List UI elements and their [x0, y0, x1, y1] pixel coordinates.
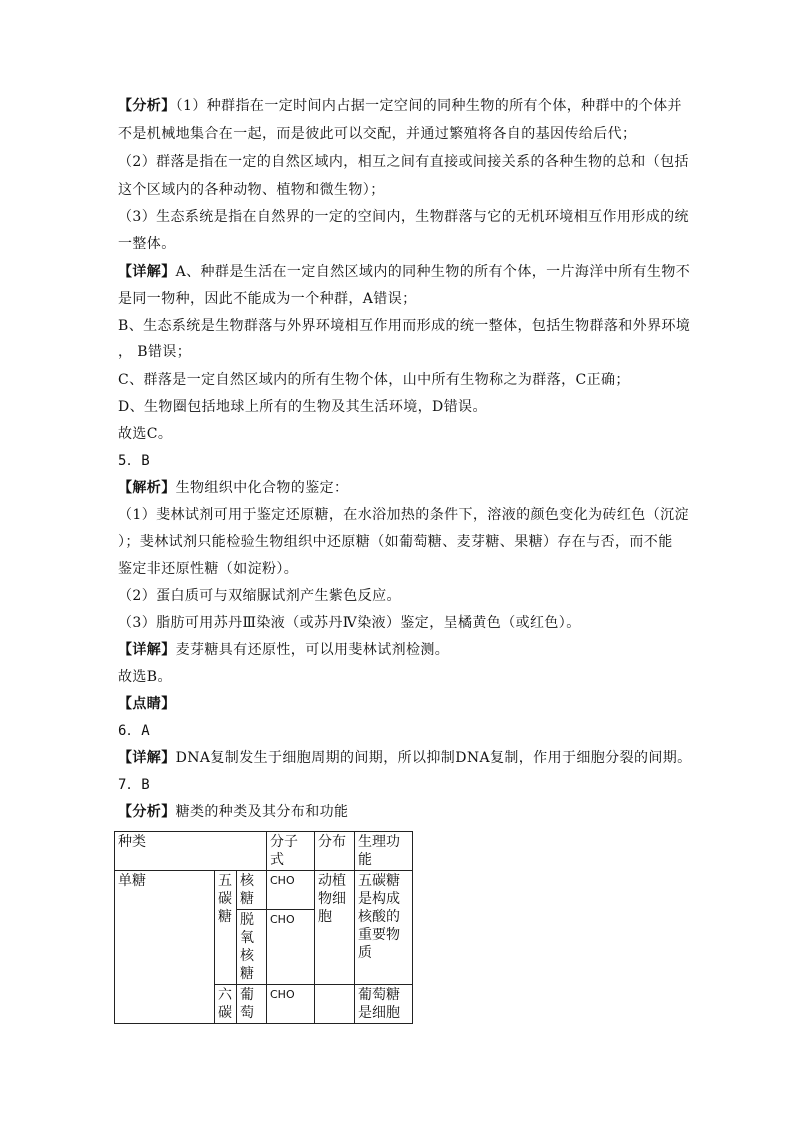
group-cell: 五碳糖 [215, 871, 237, 985]
text-line [118, 748, 692, 768]
question-number: 6．A [118, 723, 151, 739]
line-text: 故选C。 [118, 426, 173, 442]
function-cell: 葡萄糖是细胞 [355, 985, 413, 1024]
text-line [118, 613, 678, 633]
text-line [118, 316, 691, 336]
question-number: 5．B [118, 453, 151, 469]
text-line [118, 694, 678, 714]
text-line [118, 342, 678, 362]
text-line [118, 532, 678, 552]
text-line [118, 775, 678, 795]
text-line [118, 559, 678, 579]
text-line [118, 586, 678, 606]
text-line [118, 721, 678, 741]
line-text: A、种群是生活在一定自然区域内的同种生物的所有个体，一片海洋中所有生物不 [175, 264, 691, 280]
text-line [118, 289, 678, 309]
text-line [118, 397, 678, 417]
line-text: 生物组织中化合物的鉴定： [175, 480, 349, 496]
formula-cell: CHO [267, 910, 315, 985]
section-tag: 【解析】 [118, 480, 176, 496]
function-cell: 五碳糖是构成核酸的重要物质 [355, 871, 413, 985]
header-distribution: 分布 [315, 832, 355, 871]
table-row [115, 871, 413, 910]
section-tag: 【详解】 [118, 642, 176, 658]
text-line [118, 207, 689, 227]
line-text: DNA复制发生于细胞周期的间期，所以抑制DNA复制，作用于细胞分裂的间期。 [175, 750, 692, 766]
line-text: ）；斐林试剂只能检验生物组织中还原糖（如葡萄糖、麦芽糖、果糖）存在与否，而不能 [118, 534, 673, 550]
distribution-cell-continued [315, 985, 355, 1024]
line-text: 故选B。 [118, 669, 172, 685]
formula-cell: CHO [267, 871, 315, 910]
line-text: 是同一物种，因此不能成为一个种群，A错误； [118, 291, 417, 307]
line-text: 麦芽糖具有还原性，可以用斐林试剂检测。 [175, 642, 450, 658]
text-line [118, 370, 678, 390]
sugar-name-cell: 葡萄 [237, 985, 267, 1024]
line-text: （2）蛋白质可与双缩脲试剂产生紫色反应。 [118, 588, 401, 604]
sugar-table [114, 831, 413, 1024]
distribution-cell: 动植物细胞 [315, 871, 355, 985]
header-formula: 分子式 [267, 832, 315, 871]
text-line [118, 478, 678, 498]
line-text: （3）脂肪可用苏丹Ⅲ染液（或苏丹Ⅳ染液）鉴定，呈橘黄色（或红色）。 [118, 615, 581, 631]
text-line [118, 234, 678, 254]
category-cell: 单糖 [115, 871, 215, 1024]
sugar-name-cell: 核糖 [237, 871, 267, 910]
question-number: 7．B [118, 777, 151, 793]
line-text: 糖类的种类及其分布和功能 [175, 804, 349, 820]
line-text: （2）群落是指在一定的自然区域内，相互之间有直接或间接关系的各种生物的总和（包括 [118, 154, 689, 170]
line-text: 一整体。 [118, 236, 176, 252]
text-line [118, 451, 678, 471]
table-header-row [115, 832, 413, 871]
section-tag: 【详解】 [118, 264, 176, 280]
line-text: D、生物圈包括地球上所有的生物及其生活环境，D错误。 [118, 399, 487, 415]
header-kind: 种类 [115, 832, 267, 871]
line-text: 鉴定非还原性糖（如淀粉）。 [118, 561, 299, 577]
sugar-name-cell: 脱氧核糖 [237, 910, 267, 985]
text-line [118, 96, 682, 116]
text-line [118, 505, 689, 525]
section-tag: 【详解】 [118, 750, 176, 766]
text-line [118, 424, 678, 444]
line-text: 这个区域内的各种动物、植物和微生物）； [118, 182, 385, 198]
text-line [118, 802, 678, 822]
formula-cell: CHO [267, 985, 315, 1024]
line-text: （1）种群指在一定时间内占据一定空间的同种生物的所有个体，种群中的个体并 [175, 98, 682, 114]
text-line [118, 640, 678, 660]
line-text: B、生态系统是生物群落与外界环境相互作用而形成的统一整体，包括生物群落和外界环境 [118, 318, 691, 334]
section-tag: 【点睛】 [118, 696, 176, 712]
line-text: （1）斐林试剂可用于鉴定还原糖，在水浴加热的条件下，溶液的颜色变化为砖红色（沉淀 [118, 507, 689, 523]
text-line [118, 124, 678, 144]
section-tag: 【分析】 [118, 98, 176, 114]
text-line [118, 180, 678, 200]
line-text: （3）生态系统是指在自然界的一定的空间内，生物群落与它的无机环境相互作用形成的统 [118, 209, 689, 225]
text-line [118, 262, 691, 282]
line-text: C、群落是一定自然区域内的所有生物个体，山中所有生物称之为群落，C正确； [118, 372, 630, 388]
section-tag: 【分析】 [118, 804, 176, 820]
text-line [118, 667, 678, 687]
line-text: ， B错误； [118, 344, 192, 360]
text-line [118, 152, 689, 172]
group-cell: 六碳 [215, 985, 237, 1024]
header-function: 生理功能 [355, 832, 413, 871]
line-text: 不是机械地集合在一起，而是彼此可以交配，并通过繁殖将各自的基因传给后代； [118, 126, 637, 142]
